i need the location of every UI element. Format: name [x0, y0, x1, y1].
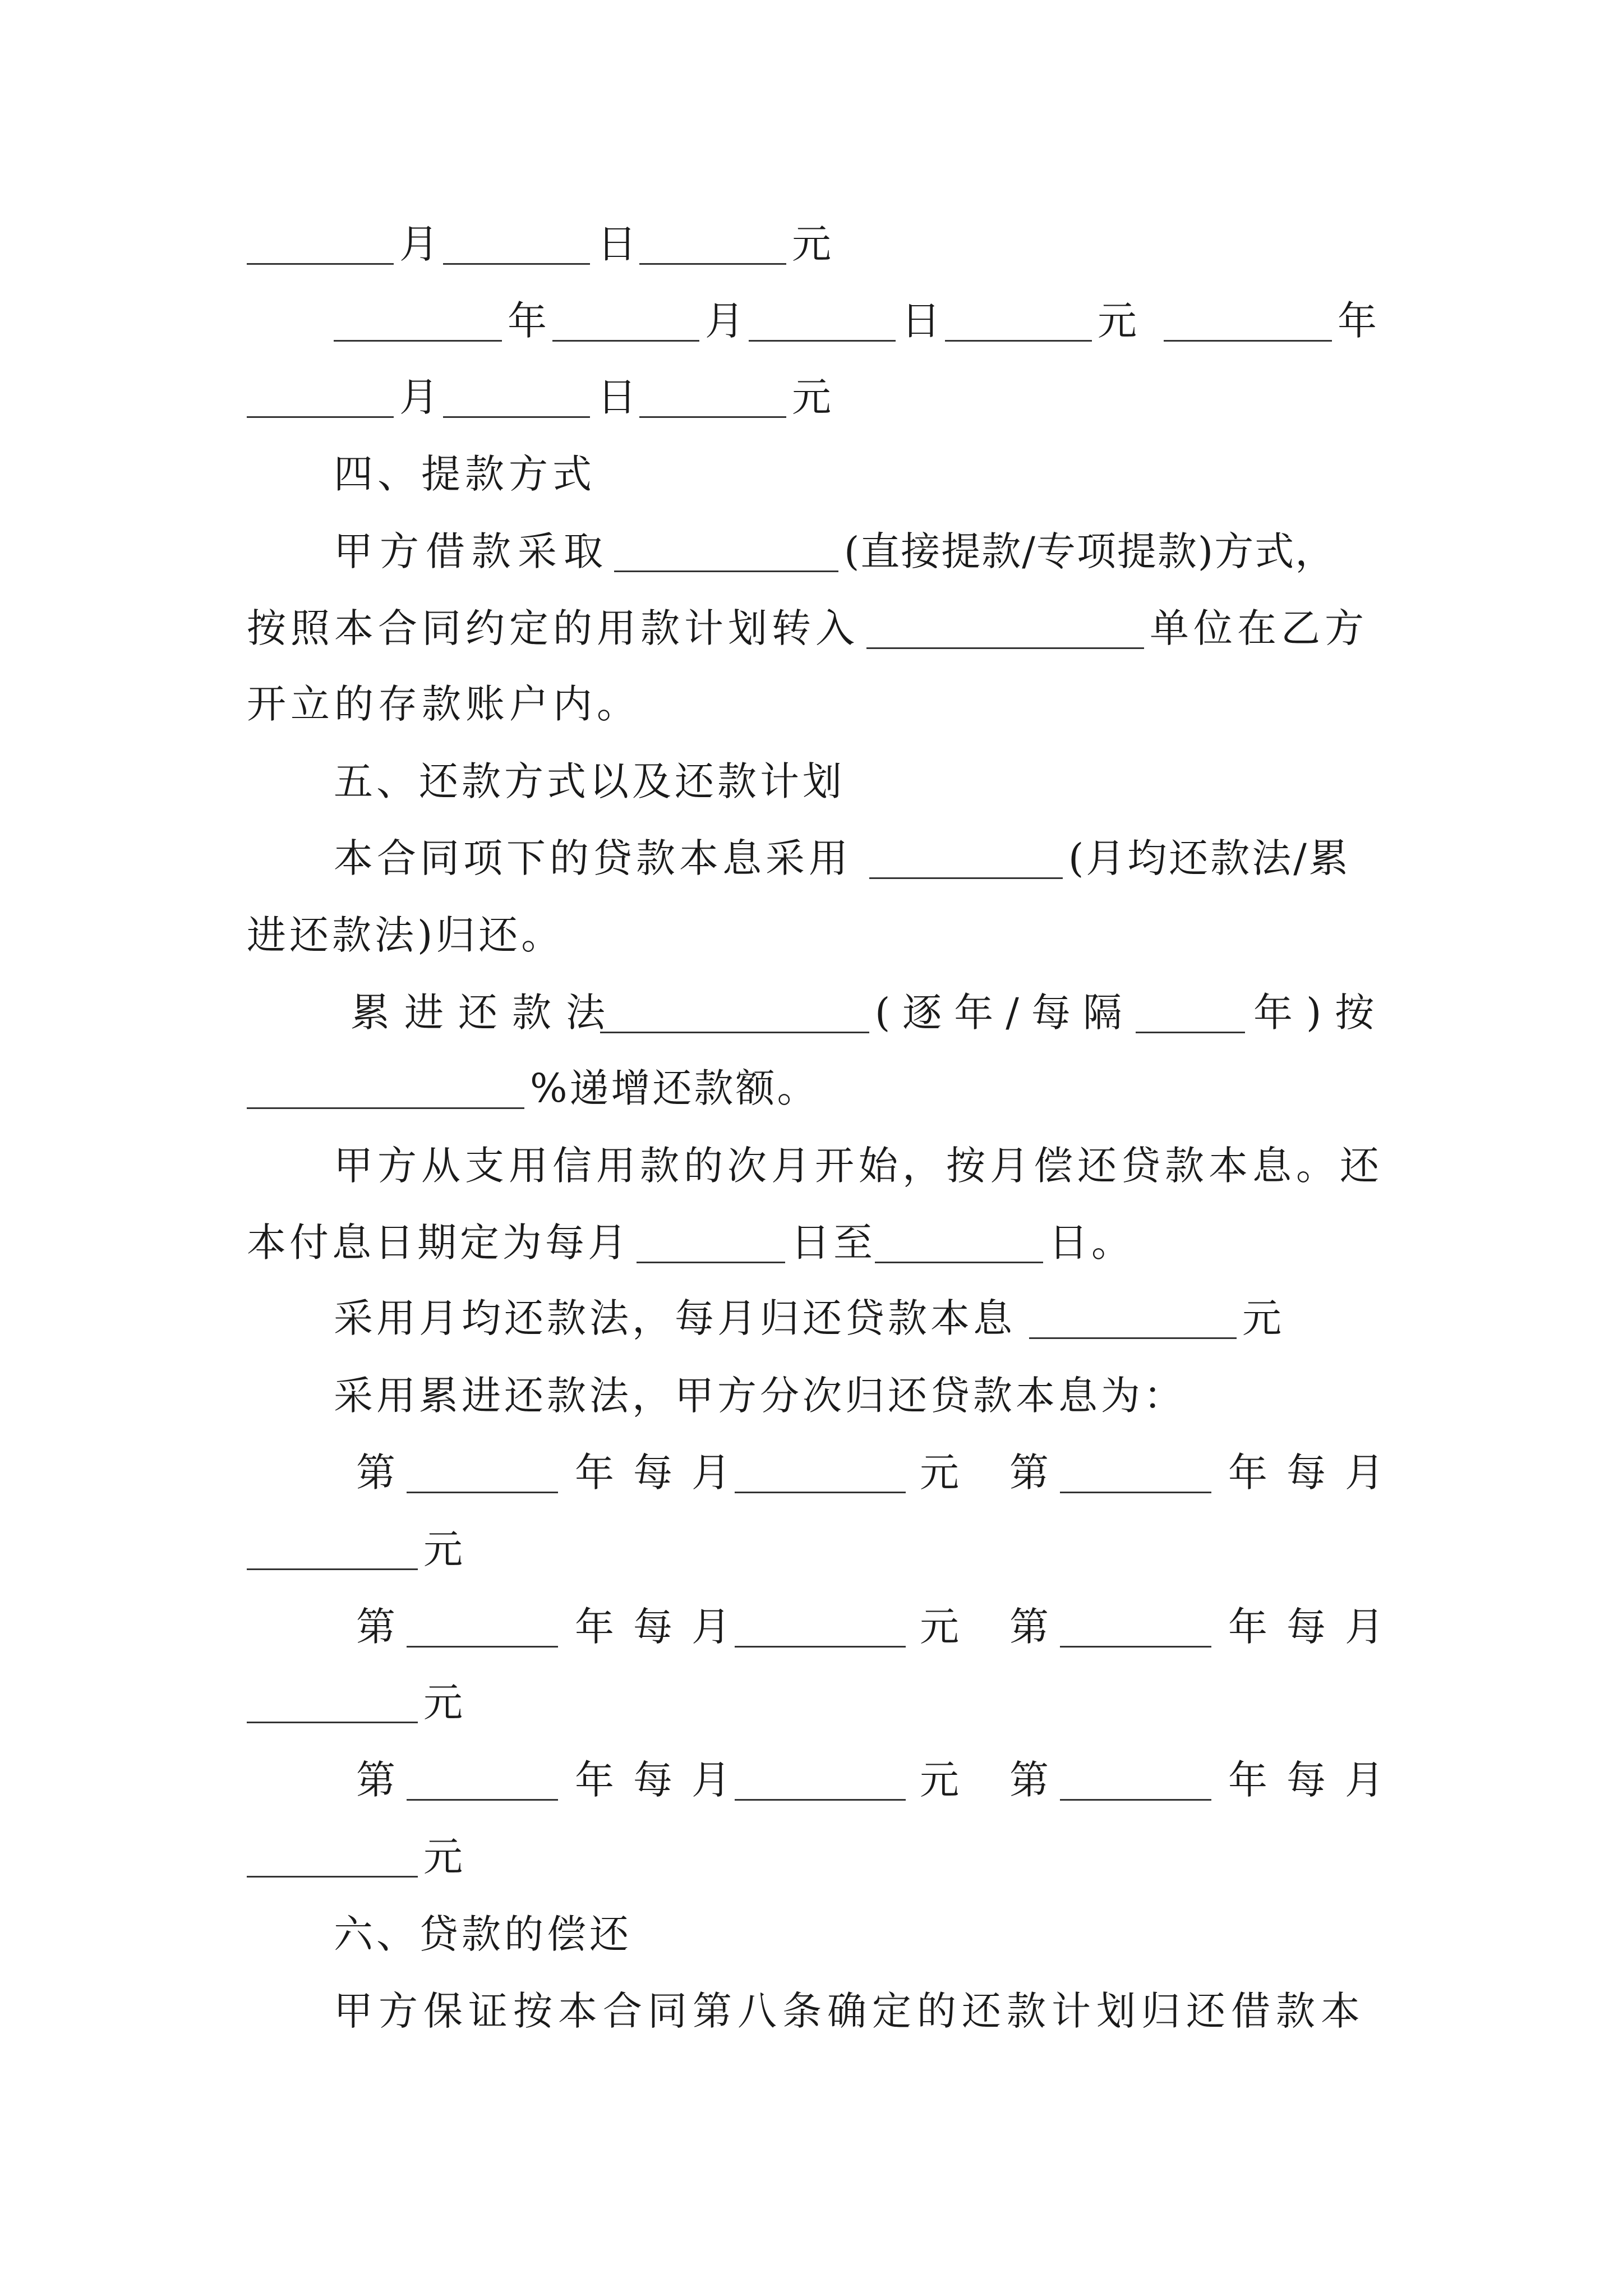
line-text: 本付息日期定为每月	[247, 1220, 630, 1266]
text-line	[0, 676, 1623, 754]
fill-blank	[1060, 1799, 1211, 1801]
fill-blank	[637, 1262, 785, 1263]
fill-blank	[735, 1799, 906, 1801]
line-text: 年每月	[575, 1604, 750, 1650]
fill-blank	[443, 263, 590, 265]
fill-blank	[945, 340, 1092, 342]
fill-blank	[407, 1799, 558, 1801]
line-text: 日。	[1049, 1220, 1134, 1266]
line-text: 元	[920, 1757, 959, 1803]
fill-blank	[866, 647, 1144, 649]
fill-blank	[1060, 1492, 1211, 1493]
line-text: 采用月均还款法，每月归还贷款本息	[334, 1295, 1016, 1341]
fill-blank	[407, 1646, 558, 1648]
line-text: 元	[423, 1526, 463, 1572]
line-text: 元	[920, 1450, 959, 1496]
text-line	[0, 984, 1623, 1063]
line-text: 日	[901, 298, 940, 344]
line-text: (月均还款法/累	[1068, 835, 1350, 881]
line-text: 开立的存款账户内。	[247, 681, 640, 727]
section-heading	[0, 753, 1623, 832]
text-line	[0, 830, 1623, 909]
line-text: 月	[399, 221, 439, 267]
line-text: 本合同项下的贷款本息采用	[334, 835, 852, 881]
line-text: 甲方保证按本合同第八条确定的还款计划归还借款本	[334, 1988, 1366, 2034]
line-text: 元	[920, 1604, 959, 1650]
line-text: %递增还款额。	[530, 1065, 819, 1111]
line-text: 年)按	[1253, 990, 1388, 1036]
fill-blank	[1136, 1032, 1245, 1033]
line-text: 元	[423, 1680, 463, 1726]
line-text: 日	[597, 374, 637, 420]
text-line	[0, 1138, 1623, 1216]
fill-blank	[247, 1568, 418, 1570]
fill-blank	[334, 340, 502, 342]
fill-blank	[639, 416, 786, 418]
text-line	[0, 523, 1623, 602]
fill-blank	[247, 1107, 524, 1109]
text-line	[0, 1290, 1623, 1369]
line-text: 单位在乙方	[1150, 605, 1368, 651]
line-text: 年	[508, 298, 547, 344]
line-text: 年每月	[575, 1757, 750, 1803]
text-line	[0, 1829, 1623, 1907]
text-line	[0, 1674, 1623, 1753]
line-text: 甲方从支用信用款的次月开始，按月偿还贷款本息。还	[334, 1143, 1384, 1189]
line-text: 月	[399, 374, 439, 420]
fill-blank	[639, 263, 786, 265]
line-text: 采用累进还款法，甲方分次归还贷款本息为：	[334, 1373, 1186, 1419]
line-text: 第	[1009, 1450, 1049, 1496]
line-text: 日至	[791, 1220, 876, 1266]
line-text: 第	[356, 1604, 395, 1650]
text-line	[0, 1983, 1623, 2062]
text-line	[0, 1060, 1623, 1139]
fill-blank	[443, 416, 590, 418]
fill-blank	[1164, 340, 1332, 342]
fill-blank	[247, 1876, 418, 1878]
text-line	[0, 1444, 1623, 1523]
fill-blank	[735, 1646, 906, 1648]
fill-blank	[1060, 1646, 1211, 1648]
text-line	[0, 293, 1623, 371]
line-text: 元	[1242, 1295, 1281, 1341]
line-text: 年每月	[1228, 1757, 1403, 1803]
line-text: 元	[423, 1834, 463, 1880]
line-text: 元	[792, 374, 831, 420]
line-text: 年	[1338, 298, 1377, 344]
line-text: 进还款法)归还。	[247, 912, 564, 958]
line-text: 甲方借款采取	[334, 528, 610, 574]
fill-blank	[407, 1492, 558, 1493]
line-text: 元	[792, 221, 831, 267]
line-text: 累进还款法	[351, 990, 620, 1036]
line-text: (逐年/每隔	[875, 990, 1135, 1036]
line-text: 年每月	[1228, 1450, 1403, 1496]
line-text: 五、还款方式以及还款计划	[334, 758, 845, 804]
text-line	[0, 1752, 1623, 1830]
fill-blank	[875, 1262, 1043, 1263]
text-line	[0, 600, 1623, 679]
text-line	[0, 369, 1623, 448]
text-line	[0, 1368, 1623, 1446]
fill-blank	[552, 340, 699, 342]
line-text: 第	[356, 1450, 395, 1496]
line-text: 年每月	[575, 1450, 750, 1496]
line-text: 元	[1098, 298, 1137, 344]
text-line	[0, 1214, 1623, 1293]
line-text: 第	[1009, 1757, 1049, 1803]
text-line	[0, 1521, 1623, 1600]
section-heading	[0, 1906, 1623, 1985]
text-line	[0, 216, 1623, 295]
fill-blank	[869, 877, 1063, 879]
line-text: (直接提款/专项提款)方式，	[844, 528, 1336, 574]
line-text: 日	[597, 221, 637, 267]
line-text: 月	[705, 298, 744, 344]
fill-blank	[1029, 1337, 1237, 1339]
fill-blank	[735, 1492, 906, 1493]
fill-blank	[247, 416, 394, 418]
line-text: 第	[356, 1757, 395, 1803]
line-text: 年每月	[1228, 1604, 1403, 1650]
section-heading	[0, 446, 1623, 524]
fill-blank	[247, 1722, 418, 1723]
fill-blank	[247, 263, 394, 265]
text-line	[0, 907, 1623, 986]
line-text: 第	[1009, 1604, 1049, 1650]
line-text: 四、提款方式	[334, 451, 596, 497]
fill-blank	[600, 1032, 869, 1033]
fill-blank	[614, 570, 838, 572]
line-text: 六、贷款的偿还	[334, 1911, 632, 1957]
fill-blank	[749, 340, 896, 342]
text-line	[0, 1599, 1623, 1677]
line-text: 按照本合同约定的用款计划转入	[247, 605, 859, 651]
